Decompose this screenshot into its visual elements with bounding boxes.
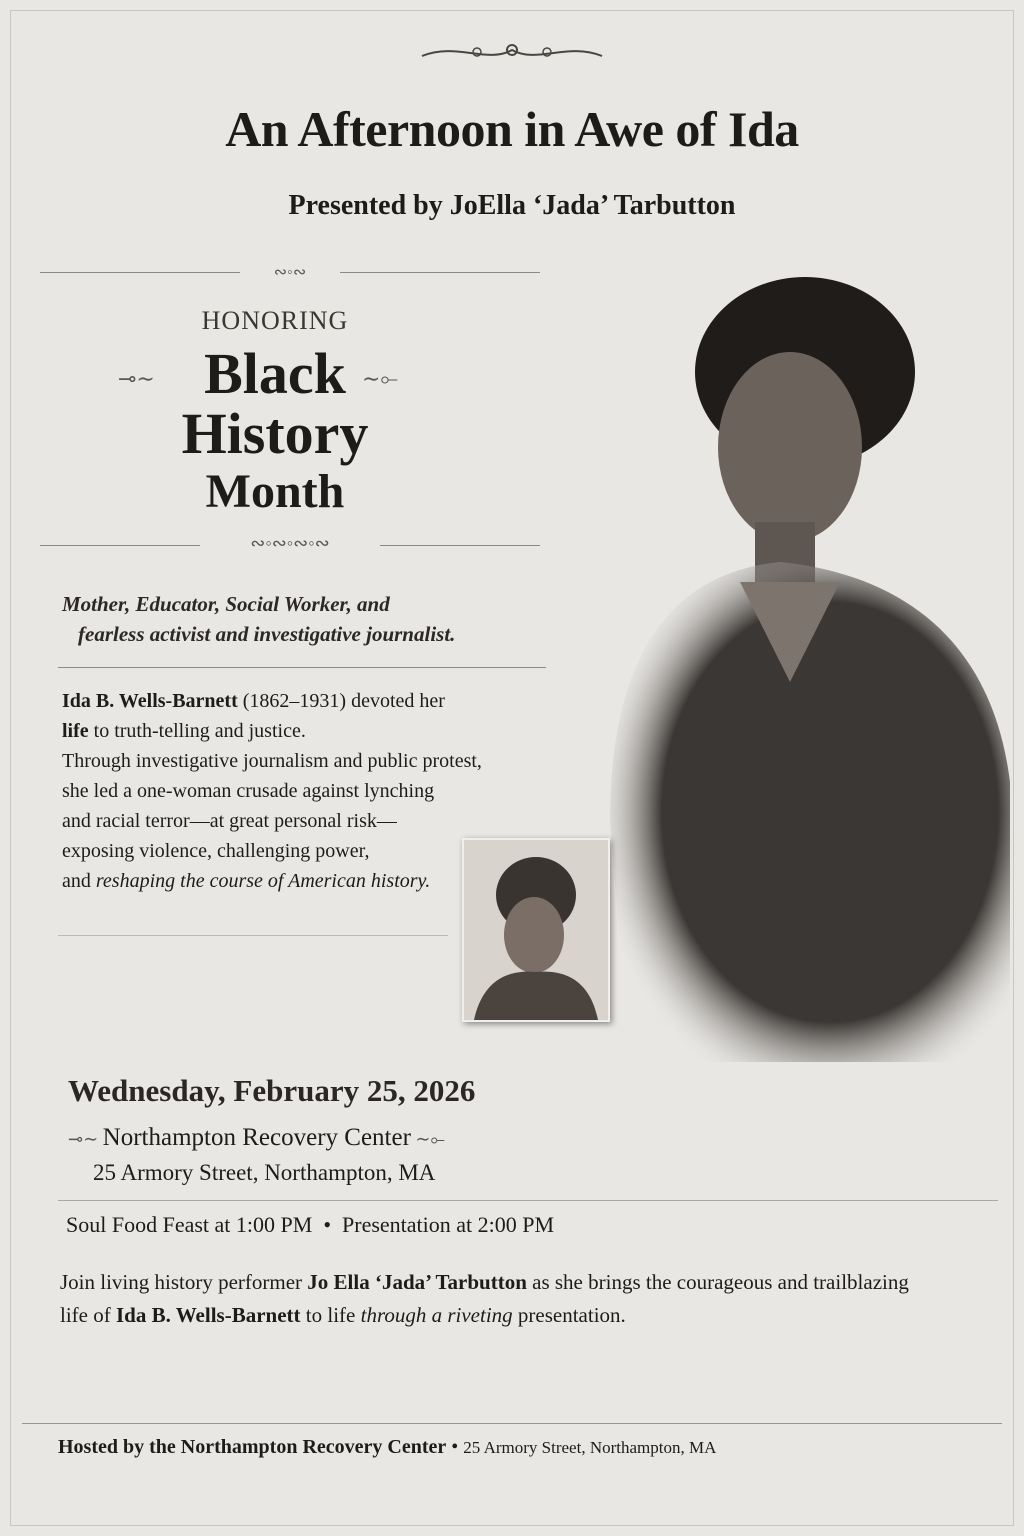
event-address: 25 Armory Street, Northampton, MA xyxy=(93,1160,436,1185)
bullet-separator: • xyxy=(446,1436,464,1458)
performer-portrait-photo xyxy=(590,262,1014,1062)
divider-ornament-icon: ∾◦∾ xyxy=(240,262,340,282)
join-text: to life xyxy=(300,1303,361,1327)
divider xyxy=(58,667,546,668)
bio-text: and xyxy=(62,870,96,892)
join-text: as she brings the courageous and trailblazing life of xyxy=(60,1270,909,1327)
bullet-separator: • xyxy=(323,1212,332,1237)
invitation-paragraph xyxy=(60,1266,940,1332)
footer-host: Hosted by the Northampton Recovery Center xyxy=(58,1436,447,1458)
footer xyxy=(58,1436,716,1459)
bio-name: Ida B. Wells-Barnett xyxy=(62,690,238,712)
scroll-right-icon: ∼⟜ xyxy=(362,366,399,391)
bio-text: exposing violence, challenging power, xyxy=(62,840,370,862)
top-ornament-icon xyxy=(0,38,1024,72)
footer-address: 25 Armory Street, Northampton, MA xyxy=(463,1438,717,1457)
bio-text: she led a one-woman crusade against lynching xyxy=(62,780,435,802)
ida-wells-portrait-photo xyxy=(462,838,610,1022)
feast-time: Soul Food Feast at 1:00 PM xyxy=(66,1212,313,1237)
event-date: Wednesday, February 25, 2026 xyxy=(68,1073,476,1108)
bio-text: Through investigative journalism and public protest, xyxy=(62,750,482,772)
divider xyxy=(58,1200,998,1201)
event-venue xyxy=(68,1124,445,1152)
bio-text: and racial terror—at great personal risk— xyxy=(62,810,397,832)
event-times xyxy=(66,1212,554,1238)
performer-name: Jo Ella ‘Jada’ Tarbutton xyxy=(307,1270,527,1294)
divider xyxy=(22,1423,1002,1424)
venue-name: Northampton Recovery Center xyxy=(102,1124,411,1151)
tagline-line-2: fearless activist and investigative journalist. xyxy=(78,622,456,646)
divider xyxy=(58,935,448,936)
bio-text-italic: reshaping the course of American history. xyxy=(95,870,431,892)
scroll-right-icon: ∼⟜ xyxy=(410,1129,445,1149)
bio-text: (1862–1931) devoted her xyxy=(237,690,445,712)
poster-title: An Afternoon in Awe of Ida xyxy=(225,101,799,157)
join-text-italic: through a riveting xyxy=(360,1303,513,1327)
bhm-month: Month xyxy=(205,465,345,518)
join-text: presentation. xyxy=(512,1303,626,1327)
tagline-line-1: Mother, Educator, Social Worker, and xyxy=(62,592,390,616)
bhm-history: History xyxy=(181,401,369,466)
bio-text-bold: life xyxy=(62,720,89,742)
divider-ornament-icon: ∾◦∾◦∾◦∾ xyxy=(200,533,380,554)
presenter-line: Presented by JoElla ‘Jada’ Tarbutton xyxy=(288,190,736,221)
presentation-time: Presentation at 2:00 PM xyxy=(342,1212,555,1237)
honoree-name: Ida B. Wells-Barnett xyxy=(115,1303,301,1327)
honoring-label: HONORING xyxy=(201,306,349,335)
scroll-left-icon: ⊸∼ xyxy=(68,1129,103,1149)
bhm-black: Black xyxy=(204,341,346,406)
bio-text: to truth-telling and justice. xyxy=(88,720,306,742)
scroll-left-icon: ⊸∼ xyxy=(118,366,155,391)
join-text: Join living history performer xyxy=(60,1270,308,1294)
